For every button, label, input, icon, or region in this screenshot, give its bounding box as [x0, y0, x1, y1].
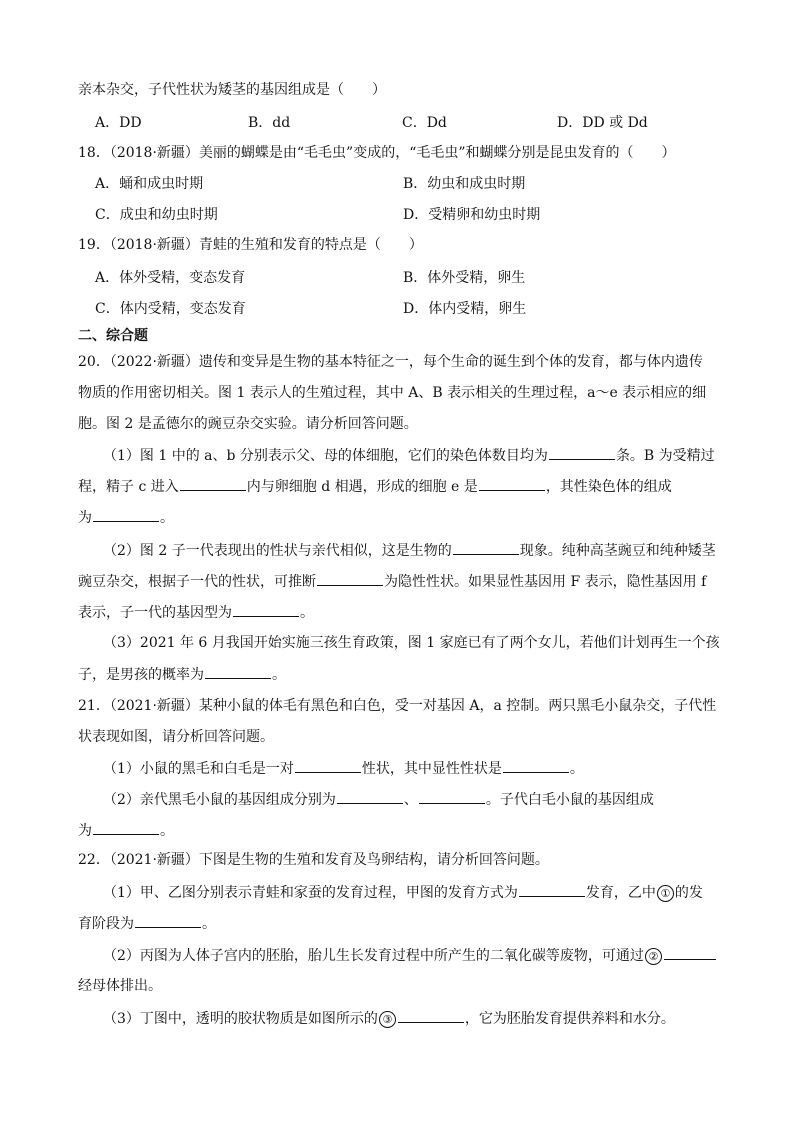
circled-number-3: ③: [379, 1011, 396, 1028]
answer-blank[interactable]: [398, 1008, 464, 1023]
q20-part2-line1: （2）图 2 子一代表现出的性状与亲代相似，这是生物的 现象。纯种高茎豌豆和纯种矮茎: [103, 540, 716, 560]
q19-stem: 19．（2018·新疆）青蛙的生殖和发育的特点是（ ）: [78, 237, 423, 253]
q18-option-b: B．幼虫和成虫时期: [403, 176, 526, 192]
q20-part3-line1: （3）2021 年 6 月我国开始实施三孩生育政策，图 1 家庭已有了两个女儿，若他们计划再生一个孩: [103, 635, 720, 651]
q21-stem-line1: 21．（2021·新疆）某种小鼠的体毛有黑色和白色，受一对基因 A，a 控制。两只黑毛小鼠杂交，子代性: [78, 698, 717, 714]
q20-part2-line3: 表示，子一代的基因型为 。: [78, 602, 314, 622]
answer-blank[interactable]: [419, 789, 485, 804]
answer-blank[interactable]: [503, 758, 569, 773]
answer-blank[interactable]: [317, 571, 383, 586]
q20-stem-line2: 物质的作用密切相关。图 1 表示人的生殖过程，其中 A、B 表示相关的生理过程，a～e 表示相应的细: [78, 385, 707, 401]
answer-blank[interactable]: [479, 476, 545, 491]
q22-part1-line2: 育阶段为 。: [78, 913, 216, 933]
q19-option-c: C．体内受精，变态发育: [95, 301, 246, 317]
q17-option-c: C．Dd: [402, 115, 447, 131]
q22-part2-line1: （2）丙图为人体子宫内的胚胎，胎儿生长发育过程中所产生的二氧化碳等废物，可通过 ②: [103, 945, 717, 965]
q20-stem-line1: 20．（2022·新疆）遗传和变异是生物的基本特征之一，每个生命的诞生到个体的发育，都与体内遗传: [78, 354, 703, 370]
q21-part1: （1）小鼠的黑毛和白毛是一对 性状，其中显性性状是 。: [103, 758, 584, 778]
answer-blank[interactable]: [519, 882, 585, 897]
answer-blank[interactable]: [93, 507, 159, 522]
answer-blank[interactable]: [135, 913, 201, 928]
circled-number-1: ①: [657, 885, 674, 902]
answer-blank[interactable]: [180, 476, 246, 491]
q18-stem: 18．（2018·新疆）美丽的蝴蝶是由“毛毛虫”变成的，“毛毛虫”和蝴蝶分别是昆虫发育的（ ）: [78, 145, 676, 161]
q21-part2-line1: （2）亲代黑毛小鼠的基因组成分别为 、 。子代白毛小鼠的基因组成: [103, 789, 654, 809]
q21-stem-line2: 状表现如图，请分析回答问题。: [78, 729, 274, 745]
q22-part1-line1: （1）甲、乙图分别表示青蛙和家蚕的发育过程，甲图的发育方式为 发育，乙中 ① 的发: [103, 882, 703, 902]
section-heading: 二、综合题: [78, 328, 148, 344]
q22-stem: 22．（2021·新疆）下图是生物的生殖和发育及鸟卵结构，请分析回答问题。: [78, 852, 549, 868]
q17-stem-tail: 亲本杂交，子代性状为矮茎的基因组成是（ ）: [78, 82, 386, 98]
answer-blank[interactable]: [664, 945, 716, 960]
q20-part1-line1: （1）图 1 中的 a、b 分别表示父、母的体细胞，它们的染色体数目均为 条。B 为受精过: [103, 445, 715, 465]
answer-blank[interactable]: [337, 789, 403, 804]
q18-option-c: C．成虫和幼虫时期: [95, 207, 218, 223]
answer-blank[interactable]: [295, 758, 361, 773]
q21-part2-line2: 为 。: [78, 820, 174, 840]
q20-part3-line2: 子，是男孩的概率为 。: [78, 664, 286, 684]
q17-option-d: D．DD 或 Dd: [557, 115, 648, 131]
q22-part2-line2: 经母体排出。: [78, 978, 162, 994]
q17-option-b: B．dd: [248, 115, 291, 131]
q20-part2-line2: 豌豆杂交，根据子一代的性状，可推断 为隐性性状。如果显性基因用 F 表示，隐性基因用 f: [78, 571, 706, 591]
answer-blank[interactable]: [93, 820, 159, 835]
q19-option-a: A．体外受精，变态发育: [95, 270, 246, 286]
q19-option-d: D．体内受精，卵生: [403, 301, 527, 317]
q19-option-b: B．体外受精，卵生: [403, 270, 526, 286]
q18-option-d: D．受精卵和幼虫时期: [403, 207, 541, 223]
q17-option-a: A．DD: [95, 115, 142, 131]
answer-blank[interactable]: [233, 602, 299, 617]
circled-number-2: ②: [645, 948, 662, 965]
q22-part3: （3）丁图中，透明的胶状物质是如图所示的 ③ ，它为胚胎发育提供养料和水分。: [103, 1008, 675, 1028]
q20-part1-line2: 程，精子 c 进入 内与卵细胞 d 相遇，形成的细胞 e 是 ，其性染色体的组成: [78, 476, 672, 496]
answer-blank[interactable]: [205, 664, 271, 679]
q20-stem-line3: 胞。图 2 是孟德尔的豌豆杂交实验。请分析回答问题。: [78, 416, 418, 432]
answer-blank[interactable]: [549, 445, 615, 460]
q18-option-a: A．蛹和成虫时期: [95, 176, 204, 192]
answer-blank[interactable]: [453, 540, 519, 555]
q20-part1-line3: 为 。: [78, 507, 174, 527]
